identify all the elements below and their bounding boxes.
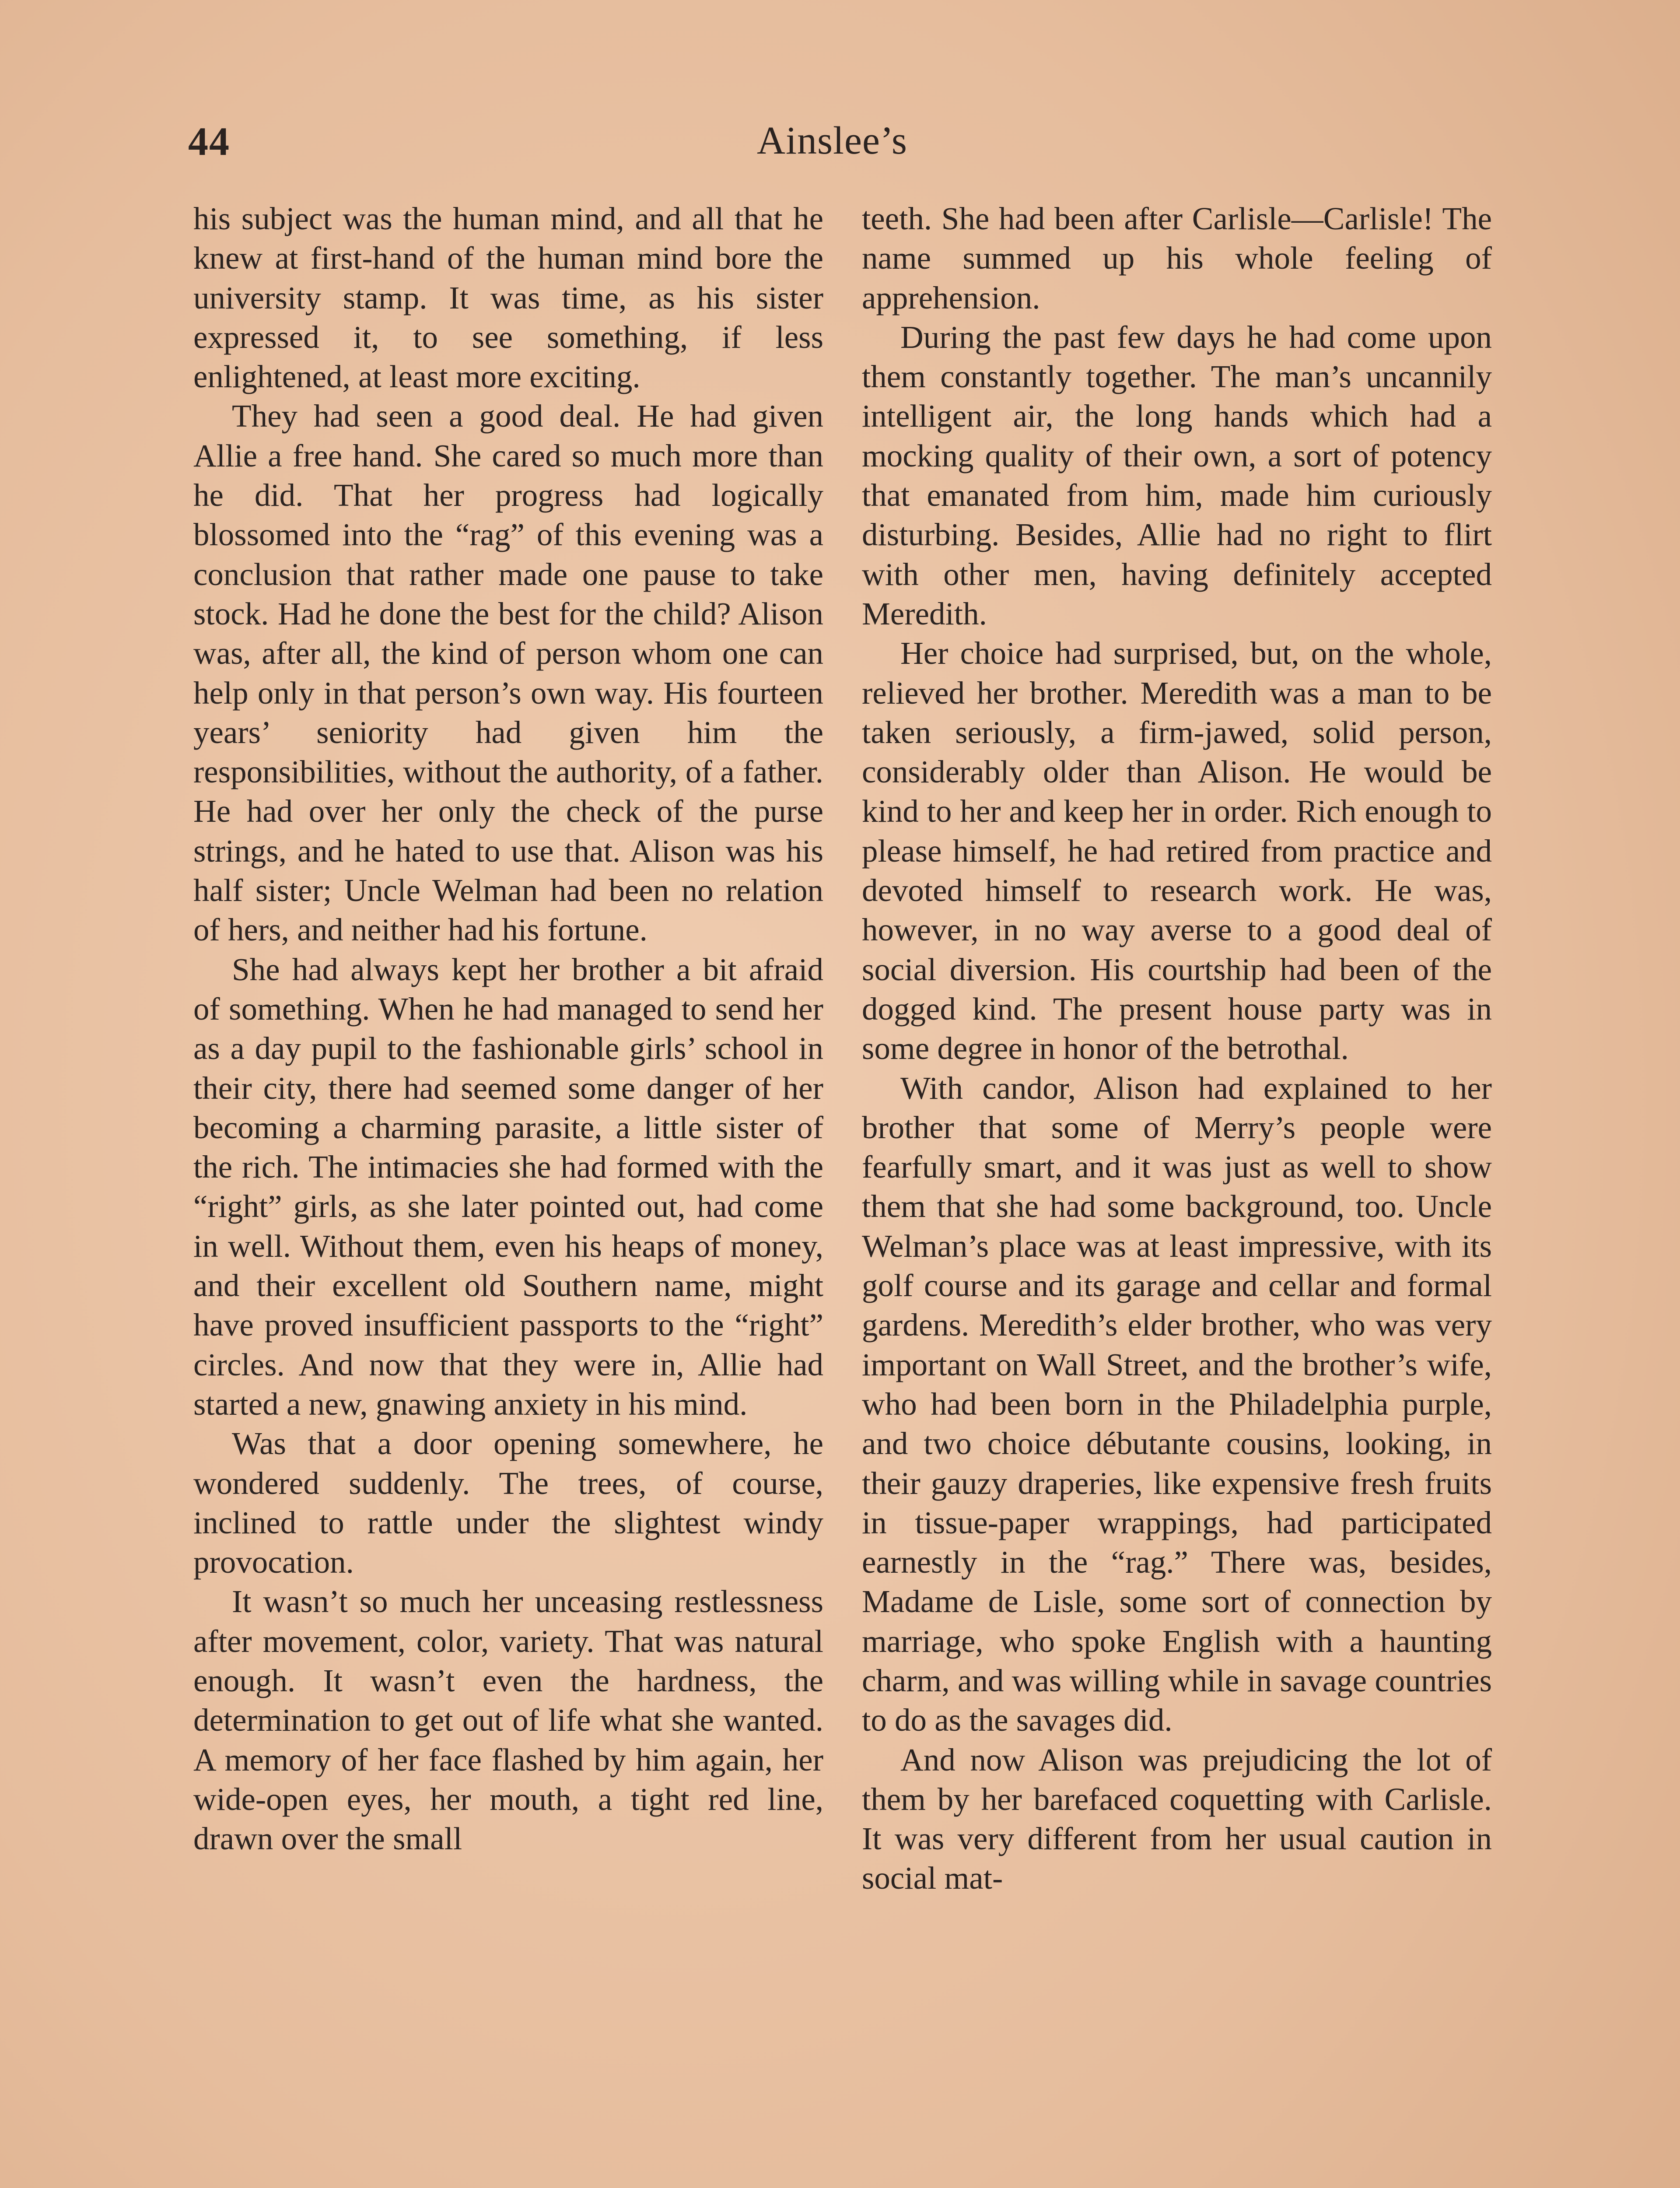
paragraph: She had always kept her brother a bit afraid of something. When he had managed to send her as a day pupil to the fashionable girls’ school in their city, there had seemed some danger of her becoming a charming parasite, a little sister of the rich. The intimacies she had formed with the “right” girls, as she later pointed out, had come in well. Without them, even his heaps of money, and their excellent old Southern name, might have proved insufficient passports to the “right” circles. And now that they were in, Allie had started a new, gnawing anxiety in his mind. <box>193 951 823 1422</box>
running-title: Ainslee’s <box>757 119 907 162</box>
right-column <box>862 199 1492 1898</box>
paragraph: Was that a door opening somewhere, he wondered suddenly. The trees, of course, inclined to rattle under the slightest windy provocation. <box>193 1426 823 1580</box>
paragraph: his subject was the human mind, and all that he knew at first-hand of the human mind bore the university stamp. It was time, as his sister expressed it, to see something, if less enlightened, at least more exciting. <box>193 201 823 395</box>
paragraph: During the past few days he had come upon them constantly together. The man’s uncannily intelligent air, the long hands which had a mocking quality of their own, a sort of potency that emanated from him, made him curiously disturbing. Besides, Allie had no right to flirt with other men, having definitely accepted Meredith. <box>862 319 1492 631</box>
paragraph: With candor, Alison had explained to her brother that some of Merry’s people were fearfully smart, and it was just as well to show them that she had some background, too. Uncle Welman’s place was at least impressive, with its golf course and its garage and cellar and formal gardens. Meredith’s elder brother, who was very important on Wall Street, and the brother’s wife, who had been born in the Philadelphia purple, and two choice débutante cousins, looking, in their gauzy draperies, like expensive fresh fruits in tissue-paper wrappings, had participated earnestly in the “rag.” There was, besides, Madame de Lisle, some sort of connection by marriage, who spoke English with a haunting charm, and was willing while in savage countries to do as the savages did. <box>862 1070 1492 1738</box>
paragraph: They had seen a good deal. He had given Allie a free hand. She cared so much more than he did. That her progress had logically blossomed into the “rag” of this evening was a conclusion that rather made one pause to take stock. Had he done the best for the child? Alison was, after all, the kind of person whom one can help only in that person’s own way. His fourteen years’ seniority had given him the responsibilities, without the authority, of a father. He had over her only the check of the purse strings, and he hated to use that. Alison was his half sister; Uncle Welman had been no relation of hers, and neither had his fortune. <box>193 398 823 948</box>
left-column <box>193 199 823 1858</box>
paragraph: It wasn’t so much her unceasing restlessness after movement, color, variety. That was natural enough. It wasn’t even the hardness, the determination to get out of life what she wanted. A memory of her face flashed by him again, her wide-open eyes, her mouth, a tight red line, drawn over the small <box>193 1584 823 1857</box>
paragraph: teeth. She had been after Carlisle—Carlisle! The name summed up his whole feeling of apprehension. <box>862 201 1492 316</box>
running-head <box>188 118 1501 171</box>
paragraph: And now Alison was prejudicing the lot of them by her barefaced coquetting with Carlisle. It was very different from her usual caution in social mat- <box>862 1742 1492 1896</box>
paragraph: Her choice had surprised, but, on the whole, relieved her brother. Meredith was a man to be taken seriously, a firm-jawed, solid person, considerably older than Alison. He would be kind to her and keep her in order. Rich enough to please himself, he had retired from practice and devoted himself to research work. He was, however, in no way averse to a good deal of social diversion. His courtship had been of the dogged kind. The present house party was in some degree in honor of the betrothal. <box>862 635 1492 1066</box>
page-number: 44 <box>188 119 230 164</box>
